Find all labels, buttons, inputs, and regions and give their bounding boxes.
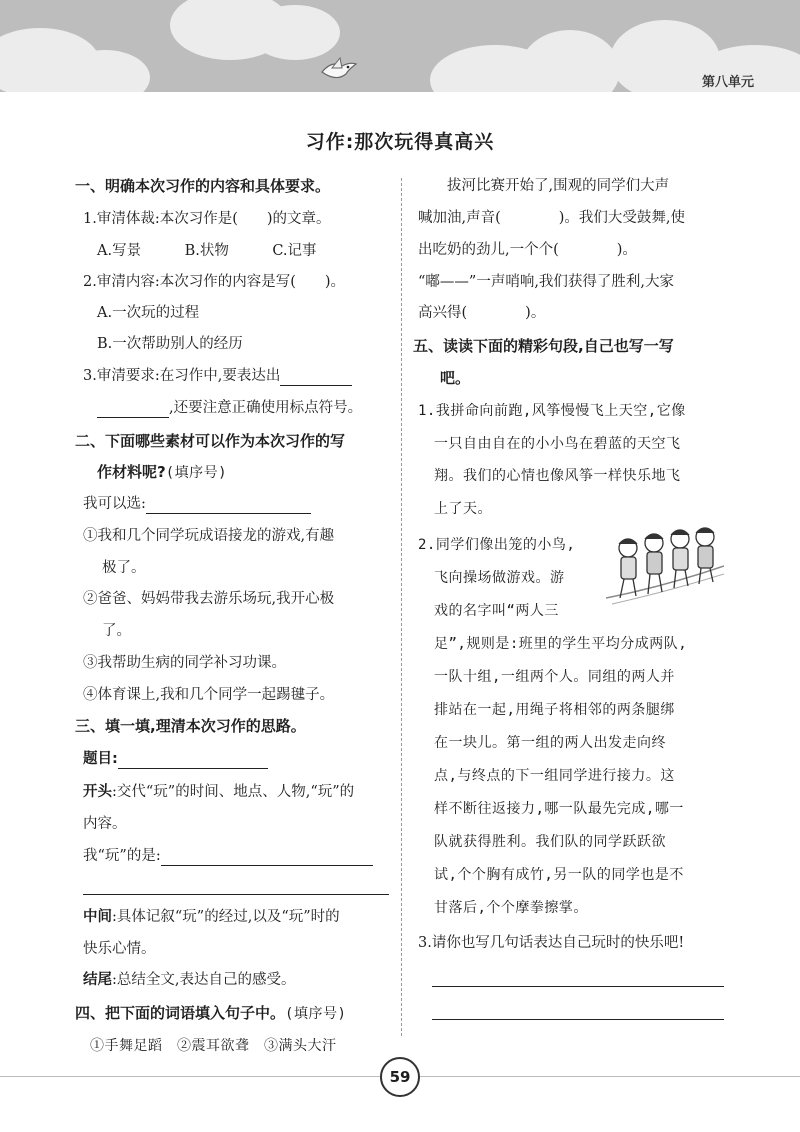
question-2: 2.审清内容:本次习作的内容是写( )。 [83, 274, 346, 290]
question-3-text: 3.审清要求:在习作中,要表达出 [83, 368, 281, 384]
paragraph-line: 出吃奶的劲儿,一个个( )。 [418, 242, 637, 258]
answer-blank[interactable] [161, 850, 373, 866]
question-3-write: 3.请你也写几句话表达自己玩时的快乐吧! [418, 935, 685, 951]
topic-label: 题目: [83, 751, 118, 767]
answer-blank[interactable] [146, 498, 311, 514]
wan-label: 我“玩”的是: [83, 848, 161, 864]
header-banner [0, 0, 800, 92]
opening-cont: 内容。 [83, 816, 127, 832]
question-3-text-2: ,还要注意正确使用标点符号。 [169, 400, 363, 416]
fill-hint: (填序号) [165, 465, 228, 481]
cloud-decoration [250, 5, 340, 60]
paragraph-line: 高兴得( )。 [418, 305, 546, 321]
answer-blank[interactable] [280, 370, 352, 386]
material-3: ③我帮助生病的同学补习功课。 [83, 655, 286, 671]
ending-line [83, 970, 296, 990]
paragraph-line: “嘟——”一声哨响,我们获得了胜利,大家 [418, 274, 675, 290]
children-playing-illustration [606, 526, 724, 608]
middle-line [83, 907, 340, 927]
material-1: ①我和几个同学玩成语接龙的游戏,有趣 [83, 528, 335, 544]
material-1-cont: 极了。 [102, 560, 146, 576]
question-2-option-a: A.一次玩的过程 [97, 305, 200, 321]
topic-line [83, 749, 268, 769]
question-1: 1.审清体裁:本次习作是( )的文章。 [83, 211, 331, 227]
answer-blank[interactable] [118, 753, 268, 769]
middle-text: :具体记叙“玩”的经过,以及“玩”时的 [112, 909, 340, 925]
writing-line[interactable] [432, 986, 724, 987]
section-2-heading-2 [97, 462, 227, 483]
material-4: ④体育课上,我和几个同学一起踢毽子。 [83, 687, 335, 703]
unit-label: 第八单元 [701, 75, 754, 90]
middle-label: 中间 [83, 909, 112, 925]
example-2-line: 在一块儿。第一组的两人出发走向终 [434, 735, 666, 751]
example-1-line: 翔。我们的心情也像风筝一样快乐地飞 [434, 468, 681, 484]
opening-label: 开头 [83, 784, 112, 800]
section-4-heading [75, 1003, 346, 1024]
example-1-line: 1.我拼命向前跑,风筝慢慢飞上天空,它像 [418, 403, 686, 419]
question-2-option-b: B.一次帮助别人的经历 [97, 336, 243, 352]
example-2-line: 点,与终点的下一组同学进行接力。这 [434, 768, 675, 784]
example-2-line: 一队十组,一组两个人。同组的两人并 [434, 669, 675, 685]
writing-line[interactable] [432, 1019, 724, 1020]
section-5-heading-2: 吧。 [440, 369, 471, 387]
middle-cont: 快乐心情。 [83, 941, 156, 957]
page-title: 习作:那次玩得真高兴 [305, 131, 495, 153]
material-2-cont: 了。 [102, 623, 131, 639]
example-1-line: 上了天。 [434, 501, 492, 517]
example-2-line: 队就获得胜利。我们队的同学跃跃欲 [434, 834, 666, 850]
fill-hint: (填序号) [285, 1006, 347, 1022]
example-2-line: 飞向操场做游戏。游 [434, 570, 565, 586]
section-2-heading-text: 作材料呢? [97, 463, 166, 481]
bird-icon [318, 54, 358, 84]
question-3-continued [97, 398, 362, 418]
choice-line [83, 494, 311, 514]
cloud-decoration [520, 30, 620, 92]
paragraph-line: 拔河比赛开始了,围观的同学们大声 [418, 178, 670, 194]
example-2-line: 试,个个胸有成竹,另一队的同学也是不 [434, 867, 684, 883]
section-5-heading: 五、读读下面的精彩句段,自己也写一写 [413, 337, 674, 355]
example-1-line: 一只自由自在的小小鸟在碧蓝的天空飞 [434, 436, 681, 452]
example-2-line: 2.同学们像出笼的小鸟, [418, 537, 576, 553]
question-3 [83, 366, 352, 386]
example-2-line: 样不断往返接力,哪一队最先完成,哪一 [434, 801, 684, 817]
example-2-line: 戏的名字叫“两人三 [434, 603, 559, 619]
wan-line [83, 846, 373, 866]
opening-text: :交代“玩”的时间、地点、人物,“玩”的 [112, 784, 355, 800]
answer-blank[interactable] [97, 402, 169, 418]
ending-label: 结尾 [83, 972, 112, 988]
ending-text: :总结全文,表达自己的感受。 [112, 972, 296, 988]
column-divider [401, 178, 402, 1036]
question-1-options: A.写景 B.状物 C.记事 [97, 243, 317, 259]
section-3-heading: 三、填一填,理清本次习作的思路。 [75, 717, 306, 735]
paragraph-line: 喊加油,声音( )。我们大受鼓舞,使 [418, 210, 686, 226]
choice-label: 我可以选: [83, 496, 146, 512]
word-options: ①手舞足蹈 ②震耳欲聋 ③满头大汗 [90, 1038, 337, 1054]
cloud-decoration [60, 50, 150, 92]
material-2: ②爸爸、妈妈带我去游乐场玩,我开心极 [83, 591, 335, 607]
section-1-heading: 一、明确本次习作的内容和具体要求。 [75, 177, 331, 195]
answer-line[interactable] [83, 894, 389, 895]
page-number: 59 [380, 1057, 420, 1097]
example-2-line: 排站在一起,用绳子将相邻的两条腿绑 [434, 702, 675, 718]
example-2-line: 足”,规则是:班里的学生平均分成两队, [434, 636, 688, 652]
section-4-heading-text: 四、把下面的词语填入句子中。 [75, 1004, 286, 1022]
section-2-heading: 二、下面哪些素材可以作为本次习作的写 [75, 432, 346, 450]
opening-line [83, 782, 354, 802]
example-2-line: 甘落后,个个摩拳擦掌。 [434, 900, 588, 916]
